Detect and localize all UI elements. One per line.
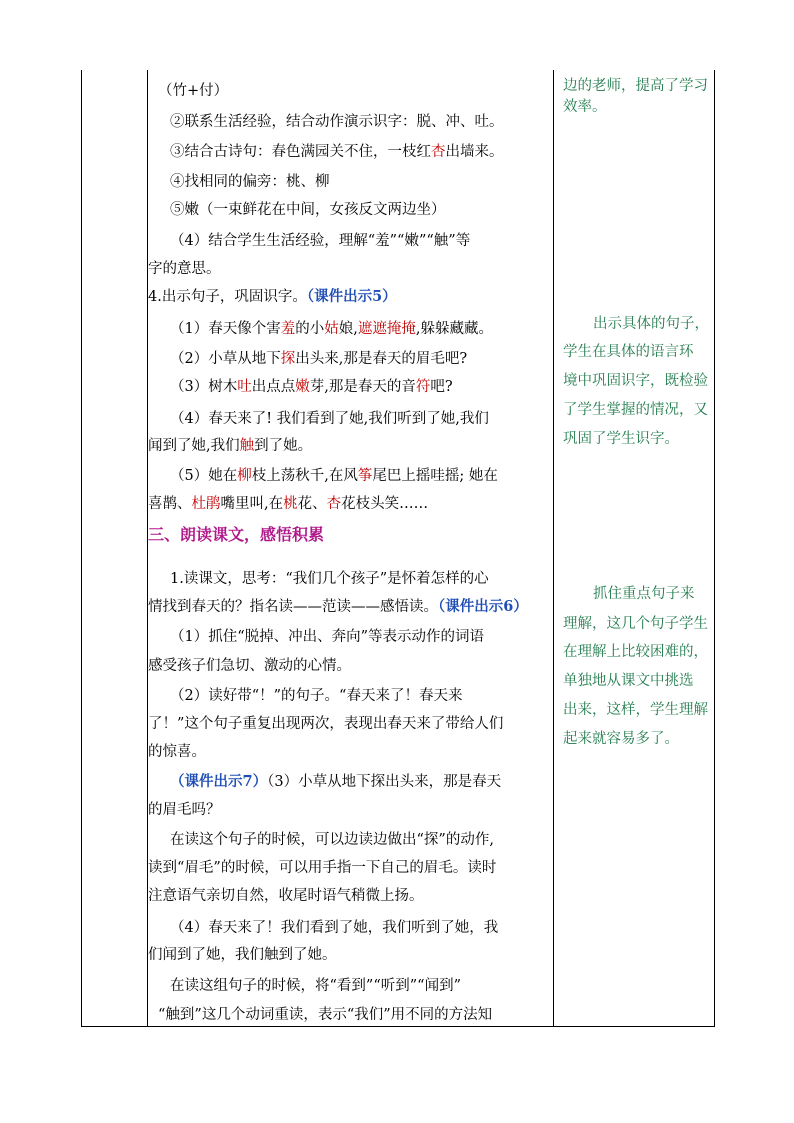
text-line: ③结合古诗句：春色满园关不住，一枝红杏出墙来。 xyxy=(170,144,504,160)
note-line: 境中巩固识字，既检验 xyxy=(563,373,708,389)
text-line: “触到”这几个动词重读，表示“我们”用不同的方法知 xyxy=(158,1007,493,1023)
note-line: 单独地从课文中挑选 xyxy=(563,673,694,689)
text-line: 情找到春天的？指名读——范读——感悟读。（课件出示6） xyxy=(148,598,528,615)
text-line: 的惊喜。 xyxy=(148,744,206,760)
note-line: 边的老师，提高了学习 xyxy=(563,78,708,94)
example-sentence: （4）春天来了! 我们看到了她,我们听到了她,我们 xyxy=(170,411,489,427)
text-line: （课件出示7）（3）小草从地下探出头来，那是春天 xyxy=(170,773,502,790)
text-line: （竹+付） xyxy=(158,83,229,99)
courseware-tag: （课件出示7） xyxy=(170,773,268,790)
text-line: 字的意思。 xyxy=(148,261,221,277)
text-line: 们闻到了她，我们触到了她。 xyxy=(148,947,337,963)
text-line: （1）抓住“脱掉、冲出、奔向”等表示动作的词语 xyxy=(170,629,485,645)
example-sentence: 闻到了她,我们触到了她。 xyxy=(148,438,313,454)
text-line: （2）读好带“！”的句子。“春天来了！春天来 xyxy=(170,688,463,704)
text-line: ②联系生活经验，结合动作演示识字：脱、冲、吐。 xyxy=(170,114,504,130)
text-line: 注意语气亲切自然，收尾时语气稍微上扬。 xyxy=(148,888,424,904)
highlight-char: 杏 xyxy=(431,144,446,160)
text-line: （4）结合学生生活经验，理解“羞”“嫩”“触”等 xyxy=(170,233,471,249)
note-line: 起来就容易多了。 xyxy=(563,731,679,747)
text-line: 4.出示句子，巩固识字。（课件出示5） xyxy=(148,288,397,305)
courseware-tag: （课件出示6） xyxy=(438,598,528,615)
text-line: 感受孩子们急切、激动的心情。 xyxy=(148,658,351,674)
courseware-tag: （课件出示5） xyxy=(306,288,397,305)
text-line: （4）春天来了！我们看到了她，我们听到了她，我 xyxy=(170,920,499,936)
text-line: 了！”这个句子重复出现两次，表现出春天来了带给人们 xyxy=(148,716,504,732)
text-line: 在读这组句子的时候，将“看到”“听到”“闻到” xyxy=(170,978,461,994)
text-line: 读到“眉毛”的时候，可以用手指一下自己的眉毛。读时 xyxy=(148,860,497,876)
note-line: 出示具体的句子， xyxy=(593,316,709,332)
example-sentence: （5）她在柳枝上荡秋千,在风筝尾巴上摇哇摇; 她在 xyxy=(170,468,498,484)
text-line: 1.读课文，思考：“我们几个孩子”是怀着怎样的心 xyxy=(170,571,489,587)
note-line: 了学生掌握的情况，又 xyxy=(563,402,708,418)
note-line: 在理解上比较困难的， xyxy=(563,644,708,660)
note-line: 理解，这几个句子学生 xyxy=(563,616,708,632)
note-line: 效率。 xyxy=(563,99,607,115)
note-line: 出来，这样，学生理解 xyxy=(563,702,708,718)
text-line: ⑤嫩（一束鲜花在中间，女孩反文两边坐） xyxy=(170,202,446,218)
example-sentence: 喜鹊、杜鹃嘴里叫,在桃花、杏花枝头笑…… xyxy=(148,496,429,512)
example-sentence: （3）树木吐出点点嫩芽,那是春天的音符吧? xyxy=(170,379,453,395)
text-line: 的眉毛吗？ xyxy=(148,802,221,818)
section-heading: 三、朗读课文，感悟积累 xyxy=(148,525,325,544)
note-line: 抓住重点句子来 xyxy=(593,586,695,602)
design-intent-column xyxy=(557,70,713,1026)
lesson-plan-table xyxy=(81,70,715,1027)
text-line: ④找相同的偏旁：桃、柳 xyxy=(170,174,330,190)
text-line: 在读这个句子的时候，可以边读边做出“探”的动作, xyxy=(170,832,494,848)
example-sentence: （2）小草从地下探出头来,那是春天的眉毛吧? xyxy=(170,351,468,367)
note-line: 学生在具体的语言环 xyxy=(563,344,694,360)
note-line: 巩固了学生识字。 xyxy=(563,431,679,447)
example-sentence: （1）春天像个害羞的小姑娘,遮遮掩掩,躲躲藏藏。 xyxy=(170,321,493,337)
